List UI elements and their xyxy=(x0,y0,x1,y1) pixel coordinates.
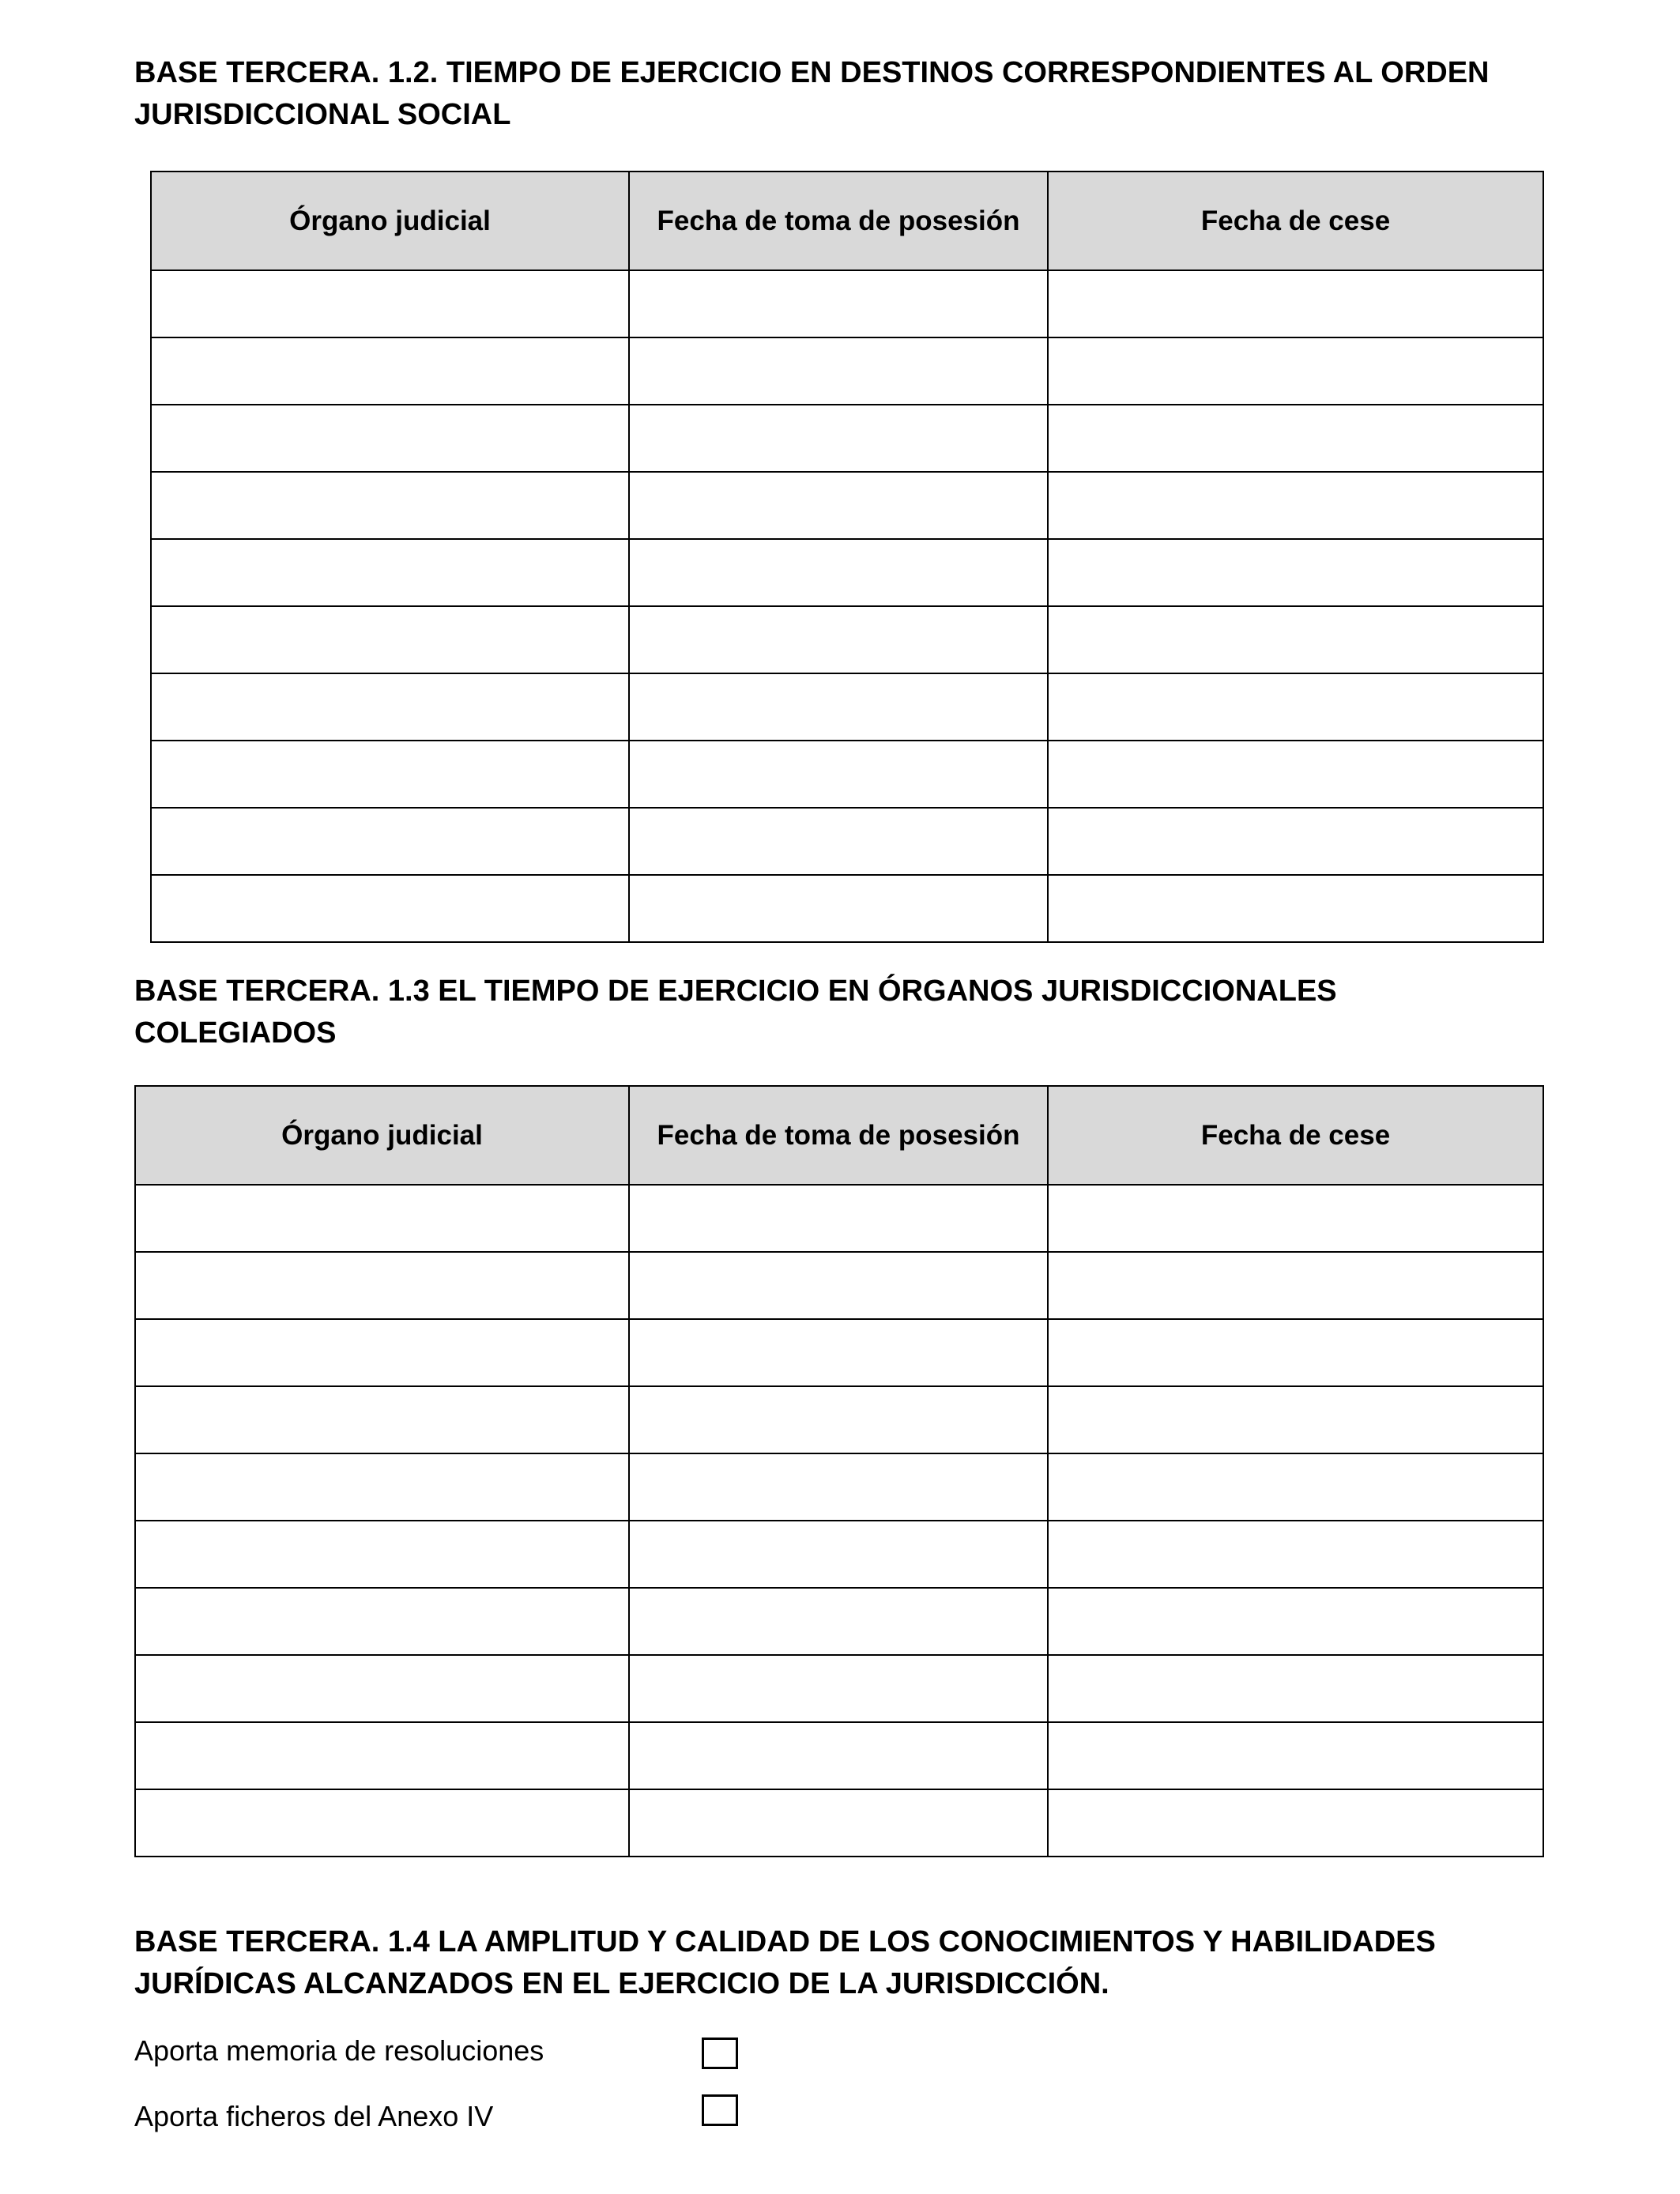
fecha-toma-posesion-cell[interactable] xyxy=(629,1521,1048,1588)
table-row xyxy=(135,1722,1543,1789)
table-1-3-body xyxy=(135,1185,1543,1857)
fecha-toma-posesion-cell[interactable] xyxy=(629,1588,1048,1655)
column-header-organo-judicial: Órgano judicial xyxy=(135,1086,629,1185)
fecha-cese-cell[interactable] xyxy=(1048,1386,1543,1453)
organo-judicial-cell[interactable] xyxy=(135,1185,629,1252)
organo-judicial-cell[interactable] xyxy=(135,1722,629,1789)
table-row xyxy=(135,1252,1543,1319)
section-1-4-heading-line2: JURÍDICAS ALCANZADOS EN EL EJERCICIO DE LA JURISDICCIÓN. xyxy=(134,1967,1109,2000)
fecha-cese-cell[interactable] xyxy=(1048,875,1543,942)
fecha-toma-posesion-cell[interactable] xyxy=(629,405,1048,472)
fecha-toma-posesion-cell[interactable] xyxy=(629,1252,1048,1319)
checkbox-label-memoria-resoluciones: Aporta memoria de resoluciones xyxy=(134,2034,544,2067)
column-header-fecha-cese: Fecha de cese xyxy=(1048,1086,1543,1185)
section-1-2-heading-line1: BASE TERCERA. 1.2. TIEMPO DE EJERCICIO EN DESTINOS CORRESPONDIENTES AL ORDEN xyxy=(134,56,1490,89)
organo-judicial-cell[interactable] xyxy=(135,1252,629,1319)
fecha-cese-cell[interactable] xyxy=(1048,1521,1543,1588)
organo-judicial-cell[interactable] xyxy=(135,1319,629,1386)
fecha-toma-posesion-cell[interactable] xyxy=(629,337,1048,405)
organo-judicial-cell[interactable] xyxy=(151,741,629,808)
table-row xyxy=(151,472,1543,539)
organo-judicial-cell[interactable] xyxy=(135,1655,629,1722)
table-1-2-body xyxy=(151,270,1543,942)
organo-judicial-cell[interactable] xyxy=(151,405,629,472)
section-1-3-heading xyxy=(134,971,1543,1054)
table-row xyxy=(151,405,1543,472)
fecha-cese-cell[interactable] xyxy=(1048,1185,1543,1252)
organo-judicial-cell[interactable] xyxy=(151,472,629,539)
column-header-fecha-cese: Fecha de cese xyxy=(1048,172,1543,270)
fecha-cese-cell[interactable] xyxy=(1048,741,1543,808)
table-row xyxy=(135,1521,1543,1588)
section-1-4-heading-line1: BASE TERCERA. 1.4 LA AMPLITUD Y CALIDAD DE LOS CONOCIMIENTOS Y HABILIDADES xyxy=(134,1925,1436,1958)
fecha-cese-cell[interactable] xyxy=(1048,270,1543,337)
table-row xyxy=(151,875,1543,942)
checkbox-label-ficheros-anexo-iv: Aporta ficheros del Anexo IV xyxy=(134,2100,494,2132)
organo-judicial-cell[interactable] xyxy=(151,875,629,942)
column-header-fecha-toma-posesion: Fecha de toma de posesión xyxy=(629,1086,1048,1185)
section-1-3-heading-line1: BASE TERCERA. 1.3 EL TIEMPO DE EJERCICIO EN ÓRGANOS JURISDICCIONALES xyxy=(134,974,1337,1008)
fecha-toma-posesion-cell[interactable] xyxy=(629,606,1048,673)
fecha-toma-posesion-cell[interactable] xyxy=(629,270,1048,337)
fecha-cese-cell[interactable] xyxy=(1048,1588,1543,1655)
fecha-toma-posesion-cell[interactable] xyxy=(629,1655,1048,1722)
organo-judicial-cell[interactable] xyxy=(135,1386,629,1453)
organo-judicial-cell[interactable] xyxy=(151,808,629,875)
table-row xyxy=(135,1185,1543,1252)
fecha-toma-posesion-cell[interactable] xyxy=(629,1722,1048,1789)
table-row xyxy=(135,1655,1543,1722)
table-row xyxy=(151,673,1543,741)
organo-judicial-cell[interactable] xyxy=(151,539,629,606)
checkbox-memoria-resoluciones[interactable] xyxy=(702,2038,738,2069)
fecha-toma-posesion-cell[interactable] xyxy=(629,808,1048,875)
fecha-cese-cell[interactable] xyxy=(1048,1319,1543,1386)
column-header-organo-judicial: Órgano judicial xyxy=(151,172,629,270)
table-row xyxy=(135,1319,1543,1386)
fecha-toma-posesion-cell[interactable] xyxy=(629,1453,1048,1521)
column-header-fecha-toma-posesion: Fecha de toma de posesión xyxy=(629,172,1048,270)
organo-judicial-cell[interactable] xyxy=(151,270,629,337)
fecha-toma-posesion-cell[interactable] xyxy=(629,1789,1048,1857)
fecha-cese-cell[interactable] xyxy=(1048,1453,1543,1521)
section-1-3-heading-line2: COLEGIADOS xyxy=(134,1016,337,1050)
table-row xyxy=(135,1789,1543,1857)
fecha-toma-posesion-cell[interactable] xyxy=(629,1386,1048,1453)
section-1-4-heading xyxy=(134,1921,1543,2005)
fecha-cese-cell[interactable] xyxy=(1048,606,1543,673)
fecha-cese-cell[interactable] xyxy=(1048,1789,1543,1857)
organo-judicial-cell[interactable] xyxy=(151,606,629,673)
table-row xyxy=(151,808,1543,875)
fecha-cese-cell[interactable] xyxy=(1048,405,1543,472)
organo-judicial-cell[interactable] xyxy=(135,1588,629,1655)
fecha-cese-cell[interactable] xyxy=(1048,808,1543,875)
table-1-2 xyxy=(150,171,1544,943)
table-row xyxy=(151,539,1543,606)
table-row xyxy=(151,270,1543,337)
table-row xyxy=(135,1453,1543,1521)
fecha-toma-posesion-cell[interactable] xyxy=(629,472,1048,539)
fecha-cese-cell[interactable] xyxy=(1048,1722,1543,1789)
table-header-row xyxy=(151,172,1543,270)
table-row xyxy=(151,741,1543,808)
fecha-toma-posesion-cell[interactable] xyxy=(629,875,1048,942)
organo-judicial-cell[interactable] xyxy=(135,1453,629,1521)
fecha-cese-cell[interactable] xyxy=(1048,673,1543,741)
fecha-toma-posesion-cell[interactable] xyxy=(629,539,1048,606)
fecha-cese-cell[interactable] xyxy=(1048,1655,1543,1722)
organo-judicial-cell[interactable] xyxy=(151,673,629,741)
table-row xyxy=(151,606,1543,673)
fecha-toma-posesion-cell[interactable] xyxy=(629,741,1048,808)
table-header-row xyxy=(135,1086,1543,1185)
fecha-toma-posesion-cell[interactable] xyxy=(629,1319,1048,1386)
table-row xyxy=(135,1588,1543,1655)
table-1-3 xyxy=(134,1085,1544,1857)
fecha-cese-cell[interactable] xyxy=(1048,1252,1543,1319)
fecha-toma-posesion-cell[interactable] xyxy=(629,673,1048,741)
fecha-toma-posesion-cell[interactable] xyxy=(629,1185,1048,1252)
fecha-cese-cell[interactable] xyxy=(1048,539,1543,606)
fecha-cese-cell[interactable] xyxy=(1048,337,1543,405)
organo-judicial-cell[interactable] xyxy=(151,337,629,405)
section-1-2-heading xyxy=(134,52,1543,136)
checkbox-ficheros-anexo-iv[interactable] xyxy=(702,2094,738,2126)
organo-judicial-cell[interactable] xyxy=(135,1521,629,1588)
fecha-cese-cell[interactable] xyxy=(1048,472,1543,539)
section-1-2-heading-line2: JURISDICCIONAL SOCIAL xyxy=(134,98,511,131)
table-row xyxy=(135,1386,1543,1453)
table-row xyxy=(151,337,1543,405)
organo-judicial-cell[interactable] xyxy=(135,1789,629,1857)
